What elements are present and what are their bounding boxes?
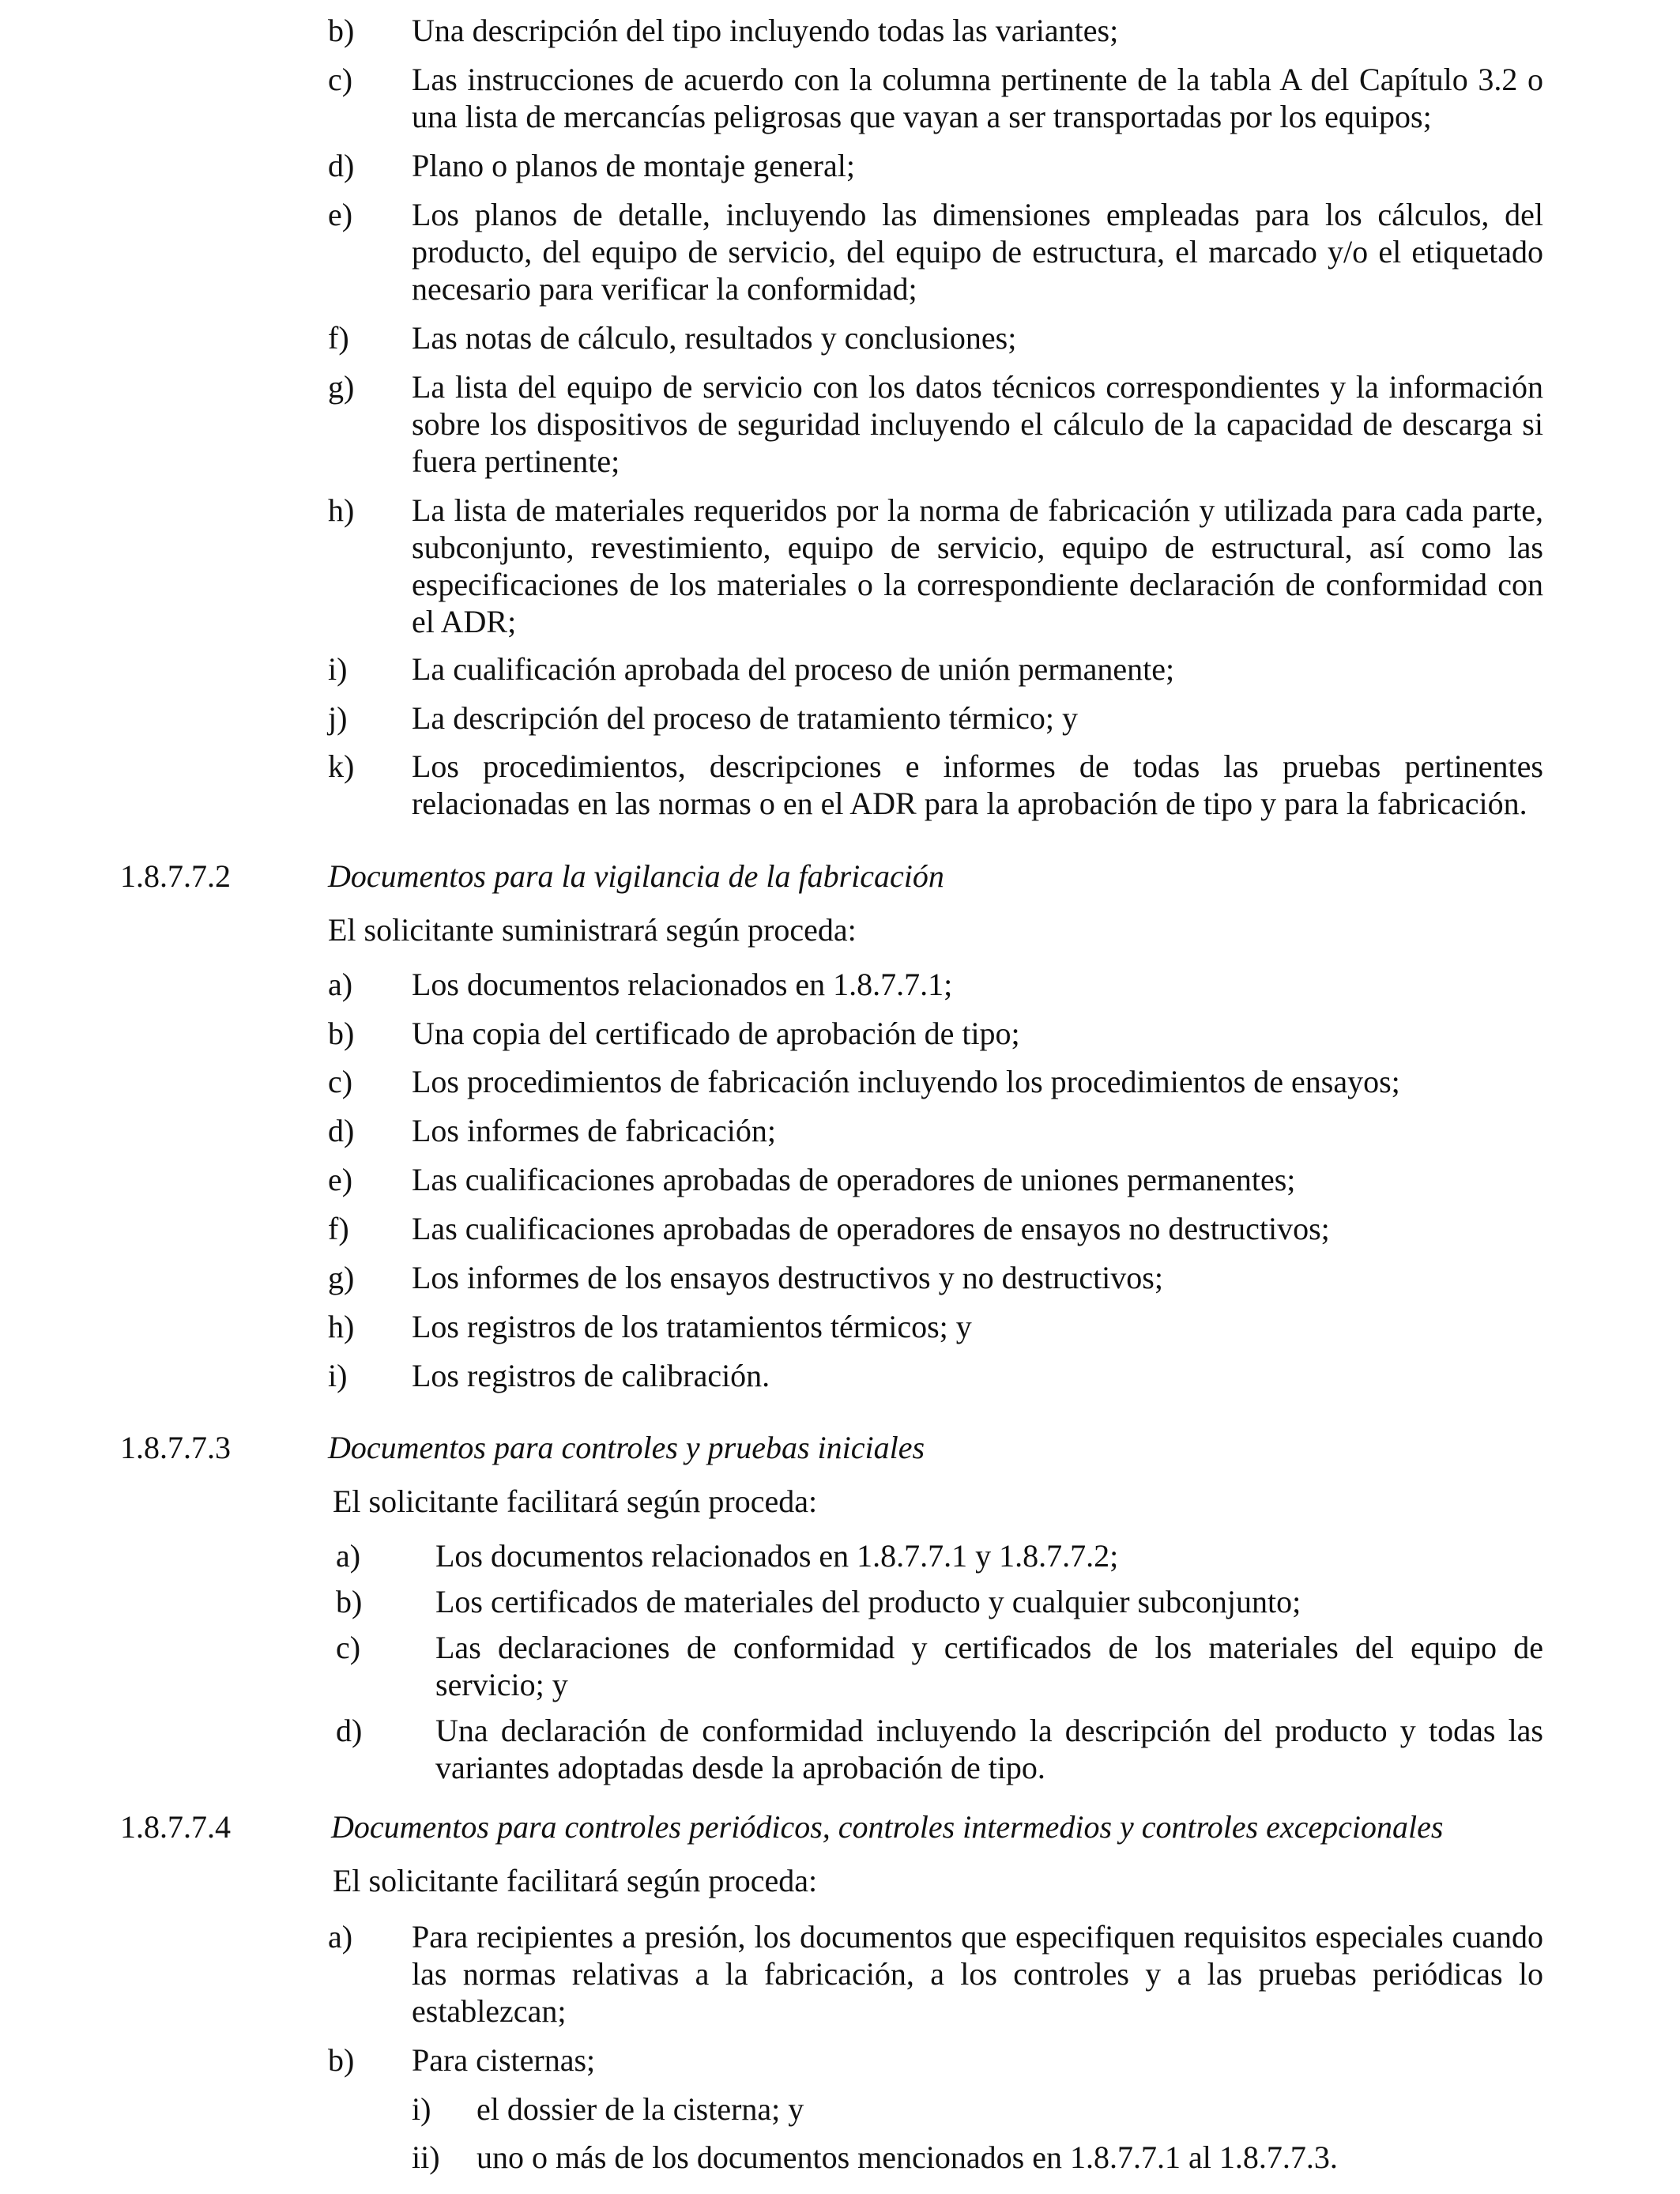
item-text: Para cisternas; xyxy=(412,2042,596,2078)
item-label: ii) xyxy=(412,2139,440,2175)
item-text: La cualificación aprobada del proceso de unión permanente; xyxy=(412,651,1175,687)
item-text: La descripción del proceso de tratamiento térmico; y xyxy=(412,700,1079,736)
item-text: La lista de materiales requeridos por la norma de fabricación y utilizada para cada parte, subconjunto, revestimiento, equipo de servicio, equipo de estructural, así como las especificaciones de los materiales o la correspondiente declaración de conformidad con el ADR; xyxy=(412,492,1543,639)
item-label: i) xyxy=(412,2091,431,2127)
item-label: c) xyxy=(328,62,353,97)
item-label: a) xyxy=(328,1919,353,1955)
item-label: c) xyxy=(328,1064,353,1099)
item-text: Los informes de los ensayos destructivos y no destructivos; xyxy=(412,1260,1163,1295)
item-label: k) xyxy=(328,748,355,784)
item-text: Plano o planos de montaje general; xyxy=(412,148,855,183)
item-text: Los documentos relacionados en 1.8.7.7.1; xyxy=(412,967,953,1002)
item-text: Las declaraciones de conformidad y certificados de los materiales del equipo de servicio; y xyxy=(435,1630,1543,1702)
item-label: g) xyxy=(328,369,355,405)
section-number: 1.8.7.7.2 xyxy=(120,858,231,894)
item-text: Los procedimientos de fabricación incluyendo los procedimientos de ensayos; xyxy=(412,1064,1400,1099)
item-label: c) xyxy=(336,1630,361,1665)
item-text: Los informes de fabricación; xyxy=(412,1113,776,1148)
item-text: Una copia del certificado de aprobación de tipo; xyxy=(412,1016,1020,1051)
item-label: b) xyxy=(328,2042,355,2078)
section-title: Documentos para controles periódicos, controles intermedios y controles excepcionales xyxy=(331,1809,1444,1845)
item-text: Los certificados de materiales del producto y cualquier subconjunto; xyxy=(435,1584,1301,1619)
item-text: el dossier de la cisterna; y xyxy=(477,2091,804,2127)
item-label: d) xyxy=(336,1713,363,1748)
item-text: Las notas de cálculo, resultados y conclusiones; xyxy=(412,320,1017,356)
section-title: Documentos para la vigilancia de la fabricación xyxy=(328,858,944,894)
item-label: a) xyxy=(336,1538,361,1574)
item-label: h) xyxy=(328,492,355,528)
item-label: d) xyxy=(328,148,355,183)
intro-text: El solicitante facilitará según proceda: xyxy=(333,1483,818,1519)
item-label: d) xyxy=(328,1113,355,1148)
item-label: f) xyxy=(328,1211,349,1246)
item-label: i) xyxy=(328,1358,348,1393)
item-label: f) xyxy=(328,320,349,356)
item-label: g) xyxy=(328,1260,355,1295)
item-label: j) xyxy=(328,700,348,736)
item-text: Los registros de los tratamientos térmicos; y xyxy=(412,1309,972,1344)
section-title: Documentos para controles y pruebas iniciales xyxy=(328,1430,925,1465)
section-number: 1.8.7.7.4 xyxy=(120,1809,231,1845)
item-label: e) xyxy=(328,197,353,232)
item-label: b) xyxy=(336,1584,363,1619)
item-label: b) xyxy=(328,1016,355,1051)
item-text: Una declaración de conformidad incluyendo la descripción del producto y todas las variantes adoptadas desde la aprobación de tipo. xyxy=(435,1713,1543,1785)
item-text: Para recipientes a presión, los documentos que especifiquen requisitos especiales cuando las normas relativas a la fabricación, a los controles y a las pruebas periódicas lo establezcan; xyxy=(412,1919,1543,2029)
item-text: Las cualificaciones aprobadas de operadores de uniones permanentes; xyxy=(412,1162,1296,1197)
item-label: e) xyxy=(328,1162,353,1197)
item-label: b) xyxy=(328,13,355,48)
item-text: Los documentos relacionados en 1.8.7.7.1 y 1.8.7.7.2; xyxy=(435,1538,1119,1574)
item-label: i) xyxy=(328,651,348,687)
item-text: Una descripción del tipo incluyendo todas las variantes; xyxy=(412,13,1119,48)
item-text: Las cualificaciones aprobadas de operadores de ensayos no destructivos; xyxy=(412,1211,1330,1246)
item-label: a) xyxy=(328,967,353,1002)
item-text: Las instrucciones de acuerdo con la columna pertinente de la tabla A del Capítulo 3.2 o una lista de mercancías peligrosas que vayan a ser transportadas por los equipos; xyxy=(412,62,1543,134)
item-text: Los procedimientos, descripciones e informes de todas las pruebas pertinentes relacionadas en las normas o en el ADR para la aprobación de tipo y para la fabricación. xyxy=(412,748,1543,821)
section-number: 1.8.7.7.3 xyxy=(120,1430,231,1465)
intro-text: El solicitante suministrará según proceda: xyxy=(328,912,857,948)
item-text: Los planos de detalle, incluyendo las dimensiones empleadas para los cálculos, del producto, del equipo de servicio, del equipo de estructura, el marcado y/o el etiquetado necesario para verificar la conformidad; xyxy=(412,197,1543,307)
item-text: La lista del equipo de servicio con los datos técnicos correspondientes y la información sobre los dispositivos de seguridad incluyendo el cálculo de la capacidad de descarga si fuera pertinente; xyxy=(412,369,1543,479)
item-text: uno o más de los documentos mencionados en 1.8.7.7.1 al 1.8.7.7.3. xyxy=(477,2139,1338,2175)
intro-text: El solicitante facilitará según proceda: xyxy=(333,1863,818,1898)
item-text: Los registros de calibración. xyxy=(412,1358,770,1393)
item-label: h) xyxy=(328,1309,355,1344)
